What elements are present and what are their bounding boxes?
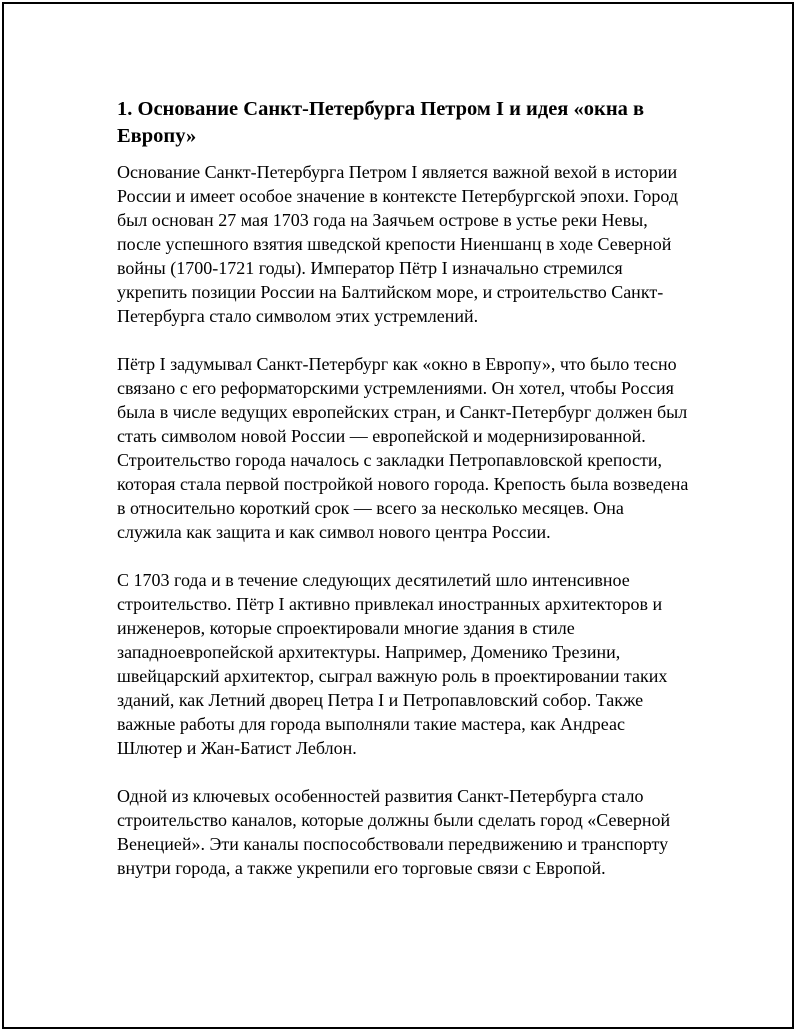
paragraph-canals: Одной из ключевых особенностей развития Санкт-Петербурга стало строительство каналов, которые должны были сделать город «Северной Венецией». Эти каналы поспособствовали передвижению и транспорту внутри города, а также укрепили его торговые связи с Европой. bbox=[117, 786, 671, 878]
paragraph-construction: С 1703 года и в течение следующих десятилетий шло интенсивное строительство. Пётр I активно привлекал иностранных архитекторов и инженеров, которые спроектировали многие здания в стиле западноевропейской архитектуры. Например, Доменико Трезини, швейцарский архитектор, сыграл важную роль в проектировании таких зданий, как Летний дворец Петра I и Петропавловский собор. Также важные работы для города выполняли такие мастера, как Андреас Шлютер и Жан-Батист Леблон. bbox=[117, 570, 668, 758]
paragraph-window-to-europe: Пётр I задумывал Санкт-Петербург как «окно в Европу», что было тесно связано с его реформаторскими устремлениями. Он хотел, чтобы Россия была в числе ведущих европейских стран, и Санкт-Петербург должен был стать символом новой России — европейской и модернизированной. Строительство города началось с закладки Петропавловской крепости, которая стала первой постройкой нового города. Крепость была возведена в относительно короткий срок — всего за несколько месяцев. Она служила как защита и как символ нового центра России. bbox=[117, 354, 689, 542]
section-heading: 1. Основание Санкт-Петербурга Петром I и идея «окна в Европу» bbox=[117, 98, 645, 147]
document-body bbox=[117, 96, 692, 904]
paragraph-founding: Основание Санкт-Петербурга Петром I является важной вехой в истории России и имеет особое значение в контексте Петербургской эпохи. Город был основан 27 мая 1703 года на Заячьем острове в устье реки Невы, после успешного взятия шведской крепости Ниеншанц в ходе Северной войны (1700-1721 годы). Император Пётр I изначально стремился укрепить позиции России на Балтийском море, и строительство Санкт-Петербурга стало символом этих устремлений. bbox=[117, 162, 678, 326]
